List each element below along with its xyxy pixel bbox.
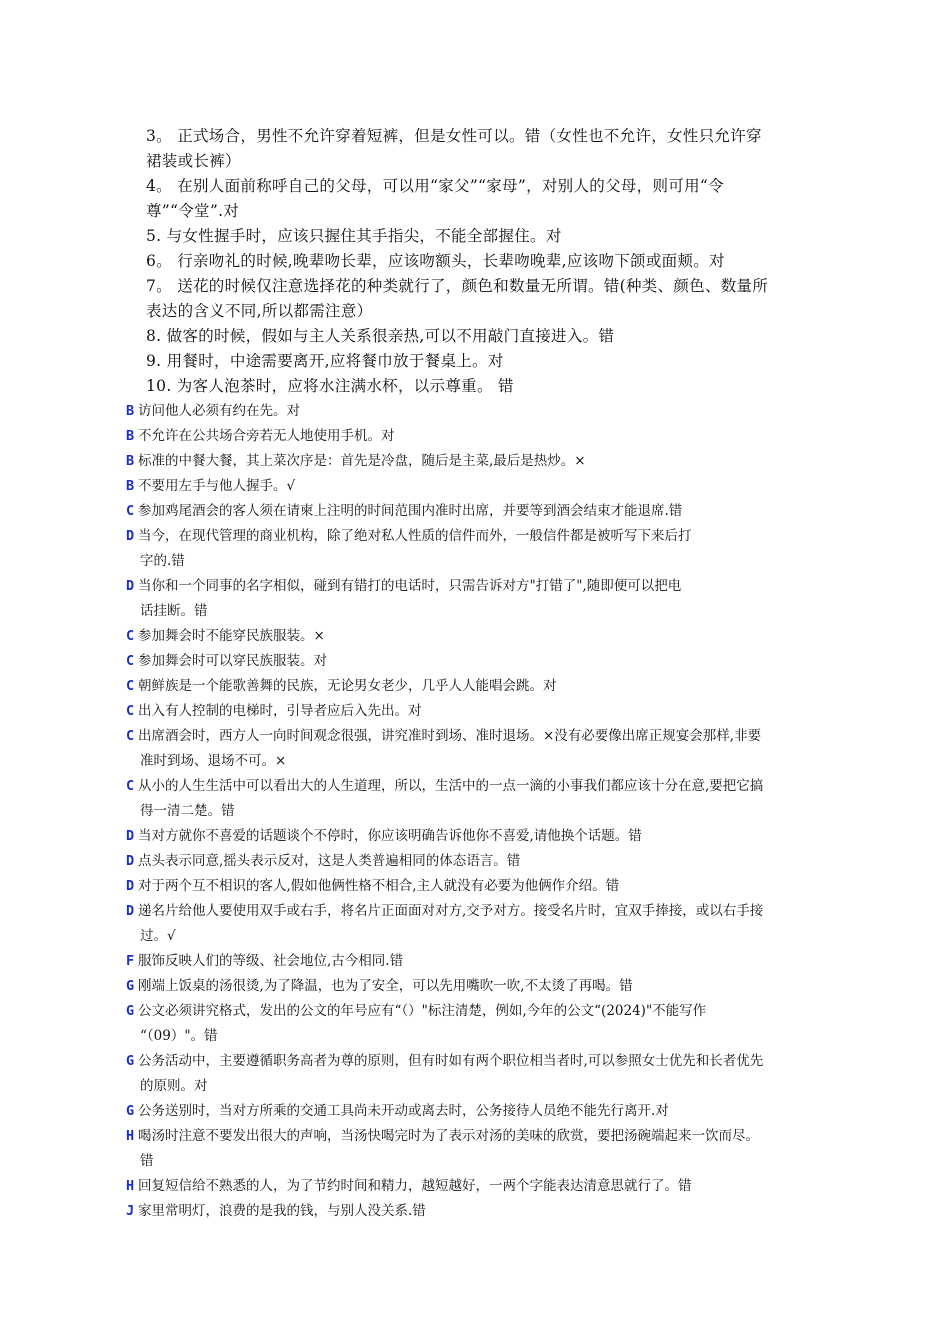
question-text-line: 不允许在公共场合旁若无人地使用手机。对 [138,428,395,444]
question-text-line: 10. 为客人泡茶时，应将水注满水杯，以示尊重。 错 [146,377,514,395]
question-text-line: 8. 做客的时候，假如与主人关系很亲热,可以不用敲门直接进入。错 [146,327,615,345]
lettered-question-item [126,424,816,449]
lettered-question-item [126,699,816,724]
index-letter: C [126,653,135,669]
lettered-question-item [126,649,816,674]
question-text-continuation: 得一清二楚。错 [140,803,235,819]
question-text-line: 出席酒会时，西方人一向时间观念很强，讲究准时到场、准时退场。×没有必要像出席正规宴会那样,非要 [138,728,762,744]
question-text-continuation: 尊”“令堂”.对 [146,202,240,220]
index-letter: C [126,778,135,794]
question-text-line: 当今，在现代管理的商业机构，除了绝对私人性质的信件而外，一般信件都是被听写下来后打 [138,528,692,544]
index-letter: G [126,1103,135,1119]
index-letter: D [126,828,135,844]
index-letter: B [126,453,135,469]
lettered-question-item [126,824,816,849]
lettered-question-item [126,874,816,899]
lettered-question-item [126,1049,816,1099]
index-letter: G [126,978,135,994]
question-text-continuation: 裙装或长裤） [146,152,241,170]
question-text-line: 不要用左手与他人握手。√ [138,478,296,494]
index-letter: C [126,628,135,644]
question-text-line: 出入有人控制的电梯时，引导者应后入先出。对 [138,703,422,719]
numbered-question-item [146,224,816,249]
question-text-line: 点头表示同意,摇头表示反对，这是人类普遍相同的体态语言。错 [138,853,521,869]
question-text-line: 当你和一个同事的名字相似，碰到有错打的电话时，只需告诉对方"打错了",随即便可以把电 [138,578,682,594]
question-text-continuation: 的原则。对 [140,1078,208,1094]
question-text-line: 参加舞会时可以穿民族服装。对 [138,653,327,669]
question-text-line: 从小的人生生活中可以看出大的人生道理，所以，生活中的一点一滴的小事我们都应该十分在意,要把它搞 [138,778,764,794]
question-text-continuation: “（09）"。错 [140,1028,218,1044]
index-letter: C [126,703,135,719]
lettered-question-item [126,849,816,874]
lettered-question-item [126,624,816,649]
lettered-question-item [126,1124,816,1174]
numbered-question-item [146,174,816,224]
lettered-question-item [126,899,816,949]
question-text-line: 服饰反映人们的等级、社会地位,古今相同.错 [138,953,404,969]
lettered-question-item [126,949,816,974]
question-text-line: 标准的中餐大餐，其上菜次序是：首先是冷盘，随后是主菜,最后是热炒。× [138,453,586,469]
question-text-line: 7。 送花的时候仅注意选择花的种类就行了，颜色和数量无所谓。错(种类、颜色、数量所 [146,277,769,295]
lettered-question-item [126,724,816,774]
numbered-question-item [146,124,816,174]
question-text-line: 公务活动中，主要遵循职务高者为尊的原则，但有时如有两个职位相当者时,可以参照女士优先和长者优先 [138,1053,764,1069]
lettered-question-item [126,399,816,424]
question-text-line: 3。 正式场合，男性不允许穿着短裤，但是女性可以。错（女性也不允许，女性只允许穿 [146,127,762,145]
numbered-question-item [146,274,816,324]
index-letter: C [126,503,135,519]
lettered-question-item [126,449,816,474]
question-text-line: 对于两个互不相识的客人,假如他俩性格不相合,主人就没有必要为他俩作介绍。错 [138,878,620,894]
index-letter: G [126,1053,135,1069]
lettered-question-item [126,1099,816,1124]
index-letter: H [126,1178,135,1194]
lettered-question-item [126,1174,816,1199]
question-text-line: 4。 在别人面前称呼自己的父母，可以用“家父”“家母”，对别人的父母，则可用“令 [146,177,724,195]
question-text-line: 递名片给他人要使用双手或右手，将名片正面面对对方,交予对方。接受名片时，宜双手捧接，或以右手接 [138,903,764,919]
lettered-question-item [126,524,816,574]
question-text-continuation: 准时到场、退场不可。× [140,753,287,769]
index-letter: D [126,903,135,919]
question-text-line: 公务送别时，当对方所乘的交通工具尚未开动或离去时，公务接待人员绝不能先行离开.对 [138,1103,669,1119]
question-text-line: 6。 行亲吻礼的时候,晚辈吻长辈，应该吻额头，长辈吻晚辈,应该吻下颌或面颊。对 [146,252,725,270]
lettered-question-item [126,499,816,524]
question-text-line: 访问他人必须有约在先。对 [138,403,300,419]
question-text-continuation: 过。√ [140,928,176,944]
index-letter: D [126,528,135,544]
lettered-question-list [126,399,816,1224]
question-text-line: 家里常明灯，浪费的是我的钱，与别人没关系.错 [138,1203,426,1219]
question-text-line: 朝鲜族是一个能歌善舞的民族，无论男女老少，几乎人人能唱会跳。对 [138,678,557,694]
numbered-question-item [146,374,816,399]
question-text-line: 刚端上饭桌的汤很烫,为了降温，也为了安全，可以先用嘴吹一吹,不太烫了再喝。错 [138,978,633,994]
numbered-question-item [146,324,816,349]
numbered-question-item [146,349,816,374]
question-text-line: 9. 用餐时，中途需要离开,应将餐巾放于餐桌上。对 [146,352,504,370]
index-letter: D [126,578,135,594]
numbered-question-item [146,249,816,274]
question-text-line: 喝汤时注意不要发出很大的声响，当汤快喝完时为了表示对汤的美味的欣赏，要把汤碗端起来一饮而尽。 [138,1128,759,1144]
index-letter: B [126,403,135,419]
index-letter: F [126,953,135,969]
index-letter: H [126,1128,135,1144]
numbered-question-list [146,124,816,399]
question-text-line: 5. 与女性握手时，应该只握住其手指尖，不能全部握住。对 [146,227,562,245]
question-text-line: 参加鸡尾酒会的客人须在请柬上注明的时间范围内准时出席，并要等到酒会结束才能退席.错 [138,503,683,519]
question-text-line: 回复短信给不熟悉的人，为了节约时间和精力，越短越好，一两个字能表达清意思就行了。错 [138,1178,692,1194]
question-text-continuation: 字的.错 [140,553,185,569]
index-letter: D [126,878,135,894]
index-letter: D [126,853,135,869]
lettered-question-item [126,1199,816,1224]
question-text-continuation: 错 [140,1153,154,1169]
question-text-line: 当对方就你不喜爱的话题谈个不停时，你应该明确告诉他你不喜爱,请他换个话题。错 [138,828,642,844]
index-letter: C [126,728,135,744]
index-letter: B [126,428,135,444]
index-letter: J [126,1203,135,1219]
lettered-question-item [126,999,816,1049]
question-text-continuation: 表达的含义不同,所以都需注意） [146,302,373,320]
question-text-line: 参加舞会时不能穿民族服装。× [138,628,325,644]
index-letter: C [126,678,135,694]
lettered-question-item [126,774,816,824]
lettered-question-item [126,574,816,624]
question-text-line: 公文必须讲究格式，发出的公文的年号应有“（）"标注清楚，例如,今年的公文“(2024)"不能写作 [138,1003,707,1019]
index-letter: B [126,478,135,494]
index-letter: G [126,1003,135,1019]
lettered-question-item [126,974,816,999]
lettered-question-item [126,474,816,499]
lettered-question-item [126,674,816,699]
question-text-continuation: 话挂断。错 [140,603,208,619]
